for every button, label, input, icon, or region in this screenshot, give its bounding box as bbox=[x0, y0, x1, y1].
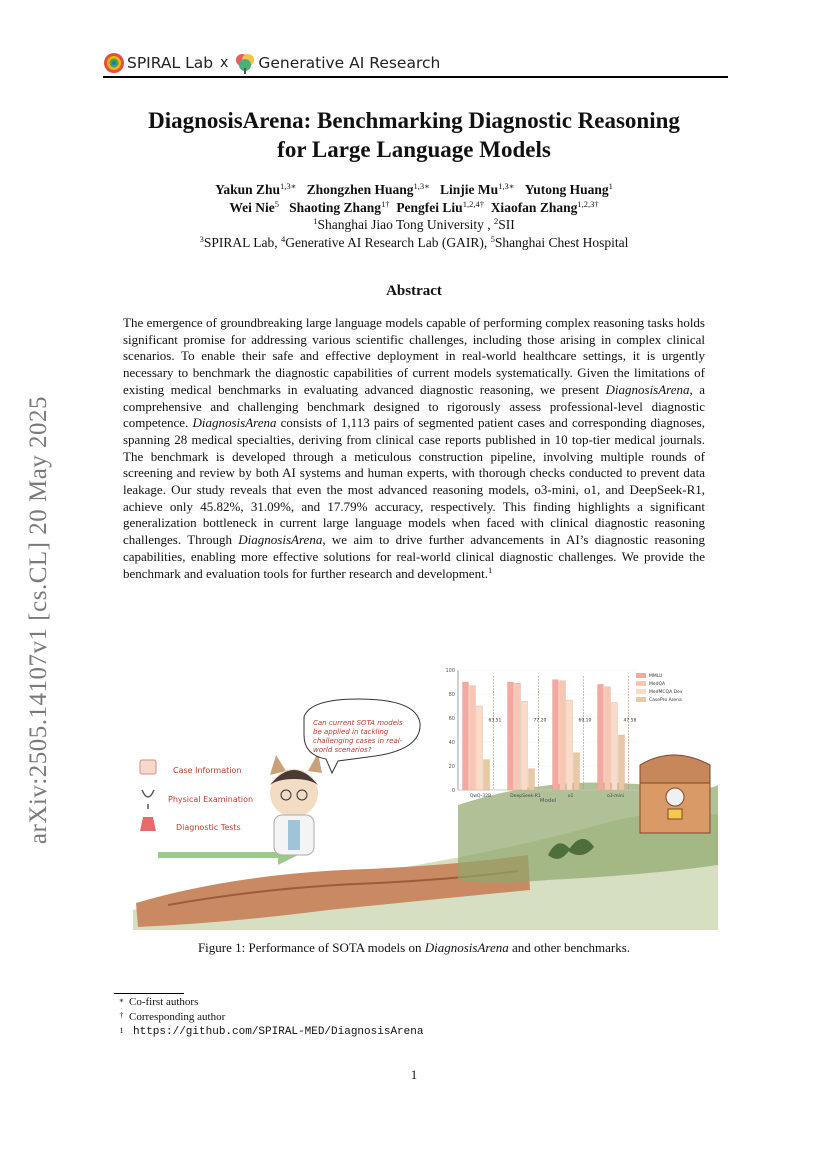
y-tick-label: 0 bbox=[451, 788, 455, 794]
affil-sup: 2 bbox=[494, 216, 499, 226]
bar bbox=[567, 700, 573, 790]
legend-swatch bbox=[636, 673, 646, 678]
bar bbox=[612, 702, 618, 790]
author-name: Zhongzhen Huang bbox=[306, 182, 414, 197]
bar bbox=[574, 753, 580, 790]
abstract-body bbox=[123, 315, 705, 582]
abstract-emphasis: DiagnosisArena bbox=[238, 532, 323, 548]
lab-name: SPIRAL Lab bbox=[127, 54, 214, 72]
page-number: 1 bbox=[410, 1067, 418, 1082]
author-name: Yakun Zhu bbox=[215, 182, 281, 197]
abstract-text: , we aim to drive further advancements in AI’s diagnostic reasoning capabilities, enabling more effective solutions for real-world clinical diagnostic challenges. We provide the benchmark and evaluation tools for further research and development. bbox=[123, 532, 706, 581]
bar bbox=[463, 682, 469, 790]
author-name: Xiaofan Zhang bbox=[490, 199, 578, 215]
footnotes bbox=[114, 995, 423, 1040]
legend-label: MedMCQA Dev bbox=[649, 690, 683, 695]
title-line-2: for Large Language Models bbox=[277, 137, 551, 162]
x-tick-label: o1 bbox=[567, 794, 574, 799]
author-name: Linjie Mu bbox=[440, 182, 499, 197]
bar bbox=[553, 680, 559, 790]
footnote-mark: † bbox=[119, 1011, 124, 1020]
legend-label: MedQA bbox=[649, 682, 666, 687]
affil-sup: 4 bbox=[280, 233, 286, 244]
affil-sup: 5 bbox=[490, 233, 495, 244]
abstract-heading: Abstract bbox=[386, 283, 442, 299]
step-physical-exam: Physical Examination bbox=[168, 795, 254, 804]
bar-annotation: 69.10 bbox=[578, 718, 592, 724]
x-tick-label: o3-mini bbox=[607, 794, 624, 799]
bar bbox=[484, 760, 490, 790]
author-sup: 1,3∗ bbox=[413, 181, 430, 191]
authors-line-2 bbox=[80, 199, 748, 217]
footnote-mark: 1 bbox=[119, 1026, 124, 1035]
arxiv-id: arXiv:2505.14107v1 [cs.CL] 20 May 2025 bbox=[25, 395, 52, 845]
footnote-corresponding bbox=[114, 1010, 423, 1025]
bar-annotation: 77.20 bbox=[533, 718, 547, 724]
author-sup: 1,3∗ bbox=[280, 181, 297, 191]
stethoscope-icon bbox=[142, 790, 154, 809]
clipboard-icon bbox=[140, 760, 156, 774]
github-link[interactable]: https://github.com/SPIRAL-MED/DiagnosisArena bbox=[133, 1026, 424, 1038]
legend-swatch bbox=[636, 689, 646, 694]
footnote-text: Co-first authors bbox=[129, 996, 199, 1008]
figure-1 bbox=[128, 665, 728, 930]
caption-text: and other benchmarks. bbox=[508, 940, 631, 955]
header-separator: x bbox=[220, 55, 229, 71]
figure-illustration bbox=[128, 665, 728, 930]
y-tick-label: 60 bbox=[448, 716, 455, 722]
page-header bbox=[103, 50, 728, 76]
author-sup: 1† bbox=[381, 198, 390, 209]
figure-caption bbox=[80, 940, 748, 956]
arxiv-stamp bbox=[14, 360, 64, 880]
bar bbox=[477, 706, 483, 790]
abstract-text: consists of 1,113 pairs of segmented patient cases and corresponding diagnoses, spanning 28 medical specialties, deriving from clinical case reports published in 10 top-tier medical journals. The benchmark is developed through a meticulous construction pipeline, involving multiple rounds of screening and review by both AI systems and human experts, with thorough checks conducted to prevent data leakage. Our study reveals that even the most advanced reasoning models, o3-mini, o1, and DeepSeek-R1, achieve only 45.82%, 31.09%, and 17.79% accuracy, respectively. This finding highlights a significant generalization bottleneck in current large language models when faced with clinical diagnostic reasoning challenges. Through bbox=[123, 415, 705, 548]
footnote-co-first bbox=[114, 995, 423, 1010]
bar bbox=[605, 687, 611, 790]
legend-swatch bbox=[636, 697, 646, 702]
author-sup: 1 bbox=[608, 181, 613, 191]
abstract-emphasis: DiagnosisArena bbox=[192, 415, 277, 431]
author-sup: 5 bbox=[274, 198, 280, 209]
abstract-text: , a comprehensive and challenging benchmark designed to rigorously assess professional-level diagnostic competence. bbox=[123, 381, 705, 431]
flask-icon bbox=[140, 817, 156, 831]
author-name: Wei Nie bbox=[229, 199, 275, 215]
affil-sup: 1 bbox=[313, 216, 318, 226]
bar bbox=[508, 682, 514, 790]
doctor-cat-figure bbox=[270, 753, 322, 855]
affil-text: SPIRAL Lab, bbox=[203, 234, 281, 250]
bar bbox=[619, 735, 625, 790]
author-sup: 1,2,4† bbox=[462, 198, 484, 209]
affil-text: Shanghai Chest Hospital bbox=[494, 234, 629, 250]
bar bbox=[515, 683, 521, 790]
abstract-text: The emergence of groundbreaking large language models capable of performing complex reasoning tasks holds significant promise for addressing various scientific challenges, including those arising in complex clinical scenarios. To enable their safe and effective deployment in real-world healthcare settings, it is urgently necessary to benchmark the diagnostic capabilities of current models systematically. Given the limitations of existing medical benchmarks in evaluating advanced diagnostic reasoning, we present bbox=[123, 315, 705, 397]
bar bbox=[560, 681, 566, 790]
title-line-1: DiagnosisArena: Benchmarking Diagnostic Reasoning bbox=[148, 108, 680, 133]
abstract-footnote-mark: 1 bbox=[487, 564, 493, 575]
bar-annotation: 63.51 bbox=[488, 718, 502, 724]
step-diagnostic-tests: Diagnostic Tests bbox=[176, 823, 241, 832]
bar-annotation: 47.58 bbox=[623, 718, 637, 724]
caption-text: Figure 1: Performance of SOTA models on bbox=[197, 940, 425, 955]
x-tick-label: DeepSeek-R1 bbox=[510, 794, 541, 799]
bubble-text-box bbox=[313, 719, 413, 763]
author-name: Pengfei Liu bbox=[396, 199, 463, 215]
gair-logo-icon bbox=[234, 52, 256, 74]
footnote-github bbox=[114, 1025, 423, 1040]
author-sup: 1,2,3† bbox=[577, 198, 599, 209]
affil-text: Shanghai Jiao Tong University , bbox=[317, 217, 495, 232]
y-tick-label: 20 bbox=[448, 764, 455, 770]
paper-title bbox=[80, 106, 748, 164]
author-name: Shaoting Zhang bbox=[289, 199, 382, 215]
legend-swatch bbox=[636, 681, 646, 686]
affiliation-line-1 bbox=[80, 216, 748, 234]
spiral-logo-icon bbox=[103, 52, 125, 74]
step-case-info: Case Information bbox=[173, 766, 242, 775]
bubble-text: Can current SOTA models be applied in tackling challenging cases in real-world scenarios? bbox=[313, 719, 403, 754]
bar bbox=[598, 684, 604, 790]
abstract-emphasis: DiagnosisArena bbox=[605, 381, 690, 397]
bar bbox=[470, 686, 476, 790]
chart-legend bbox=[636, 673, 683, 703]
author-sup: 1,3∗ bbox=[498, 181, 515, 191]
footnote-mark: ∗ bbox=[118, 996, 125, 1005]
header-rule bbox=[103, 76, 728, 78]
authors-line-1 bbox=[80, 181, 748, 199]
research-name: Generative AI Research bbox=[258, 54, 441, 72]
y-tick-label: 40 bbox=[448, 740, 455, 746]
y-tick-label: 80 bbox=[448, 692, 455, 698]
footnote-text: Corresponding author bbox=[129, 1011, 226, 1023]
bar bbox=[529, 769, 535, 790]
legend-label: CasePro Arena bbox=[649, 698, 682, 703]
caption-emphasis: DiagnosisArena bbox=[424, 940, 509, 955]
y-tick-label: 100 bbox=[445, 668, 455, 674]
bar bbox=[522, 701, 528, 790]
x-axis-label: Model bbox=[539, 798, 557, 804]
affil-text: SII bbox=[498, 217, 515, 232]
author-block bbox=[80, 181, 748, 251]
affiliation-line-2 bbox=[80, 234, 748, 252]
x-tick-label: QwQ-32B bbox=[469, 794, 492, 799]
legend-label: MMLU bbox=[649, 674, 663, 679]
author-name: Yutong Huang bbox=[524, 182, 609, 197]
affil-sup: 3 bbox=[199, 233, 204, 244]
treasure-chest-icon bbox=[640, 755, 710, 833]
affil-text: Generative AI Research Lab (GAIR), bbox=[285, 234, 491, 250]
